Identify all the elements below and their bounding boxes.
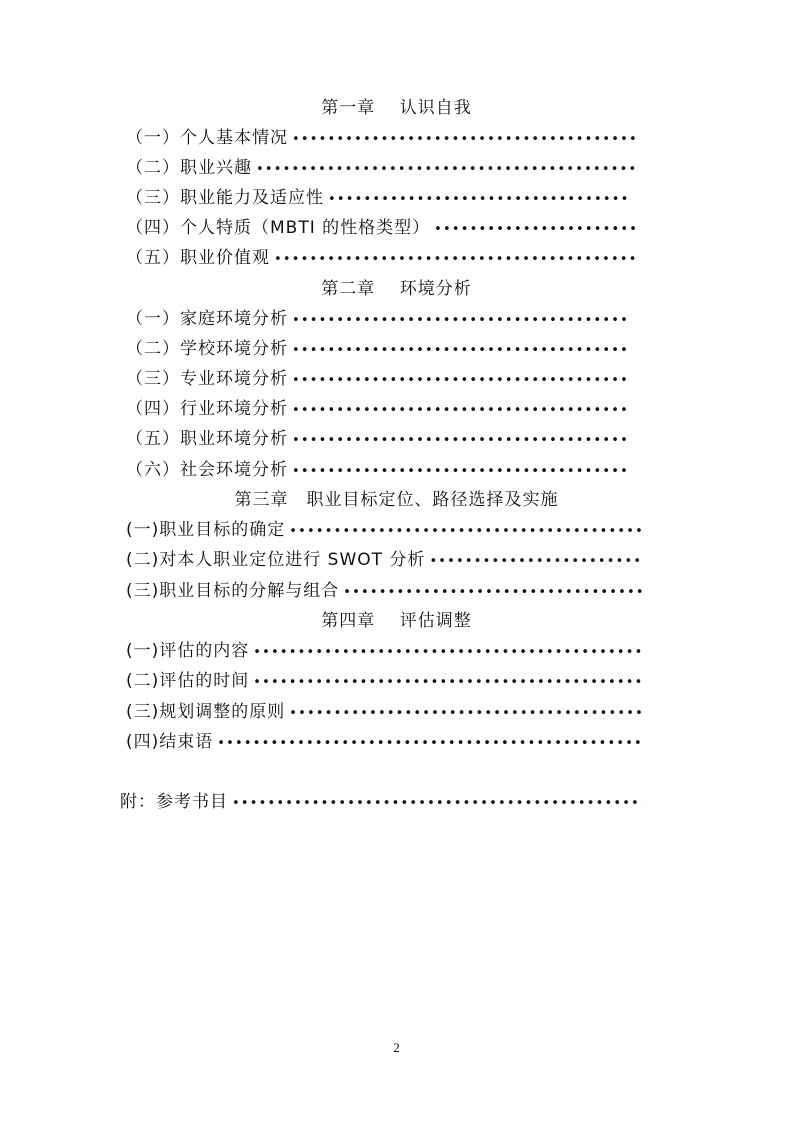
toc-entry[interactable] — [126, 427, 631, 453]
toc-entry-label: （六）社会环境分析 — [126, 460, 288, 480]
dot-leader — [213, 732, 642, 756]
toc-entry-label: (三)规划调整的原则 — [126, 702, 286, 722]
chapter-1-title: 第一章 认识自我 — [321, 98, 472, 118]
dot-leader — [249, 641, 642, 665]
chapter-3-title: 第三章 职业目标定位、路径选择及实施 — [234, 490, 559, 510]
dot-leader — [339, 581, 642, 605]
toc-entry-label: (二)对本人职业定位进行 SWOT 分析 — [126, 550, 426, 570]
toc-entry[interactable] — [126, 700, 642, 726]
dot-leader — [288, 339, 631, 363]
toc-entry-label: （一）家庭环境分析 — [126, 309, 288, 329]
toc-entry-label: （五）职业环境分析 — [126, 429, 288, 449]
toc-entry-label: （四）行业环境分析 — [126, 399, 288, 419]
toc-entry-appendix[interactable] — [120, 790, 642, 816]
toc-entry[interactable] — [126, 518, 642, 544]
chapter-4-title: 第四章 评估调整 — [321, 611, 472, 631]
toc-entry-label: (一)评估的内容 — [126, 641, 250, 661]
toc-entry[interactable] — [126, 397, 631, 423]
toc-entry[interactable] — [126, 126, 638, 152]
toc-entry[interactable] — [126, 156, 638, 182]
dot-leader — [288, 128, 638, 152]
toc-entry-label: （二）学校环境分析 — [126, 339, 288, 359]
toc-entry[interactable] — [126, 730, 642, 756]
toc-entry[interactable] — [126, 548, 642, 574]
toc-entry-label: （一）个人基本情况 — [126, 128, 288, 148]
dot-leader — [285, 520, 642, 544]
toc-entry[interactable] — [126, 579, 642, 605]
toc-entry-label: （三）职业能力及适应性 — [126, 188, 324, 208]
toc-entry[interactable] — [126, 669, 642, 695]
toc-entry-label: (一)职业目标的确定 — [126, 520, 286, 540]
toc-entry-label: (三)职业目标的分解与组合 — [126, 581, 340, 601]
toc-entry[interactable] — [126, 216, 636, 242]
dot-leader — [288, 460, 631, 484]
toc-entry-label: (四)结束语 — [126, 732, 214, 752]
toc-entry[interactable] — [126, 246, 638, 272]
dot-leader — [288, 429, 631, 453]
toc-entry-label: （四）个人特质（MBTI 的性格类型） — [126, 218, 431, 238]
dot-leader — [430, 218, 636, 242]
toc-entry[interactable] — [126, 639, 642, 665]
toc-entry-label: (二)评估的时间 — [126, 671, 250, 691]
dot-leader — [252, 158, 638, 182]
dot-leader — [285, 702, 642, 726]
toc-entry-label: （三）专业环境分析 — [126, 369, 288, 389]
toc-entry[interactable] — [126, 367, 631, 393]
dot-leader — [288, 399, 631, 423]
toc-entry-label: （五）职业价值观 — [126, 248, 270, 268]
dot-leader — [288, 369, 631, 393]
toc-entry-label: （二）职业兴趣 — [126, 158, 252, 178]
toc-entry[interactable] — [126, 337, 631, 363]
toc-entry[interactable] — [126, 458, 631, 484]
chapter-2-title: 第二章 环境分析 — [321, 279, 472, 299]
toc-entry[interactable] — [126, 186, 631, 212]
toc-entry[interactable] — [126, 307, 631, 333]
page-number: 2 — [393, 1040, 400, 1055]
dot-leader — [288, 309, 631, 333]
dot-leader — [270, 248, 638, 272]
dot-leader — [324, 188, 631, 212]
dot-leader — [249, 671, 642, 695]
dot-leader — [228, 792, 642, 816]
toc-entry-label: 附：参考书目 — [120, 792, 228, 812]
dot-leader — [425, 550, 642, 574]
